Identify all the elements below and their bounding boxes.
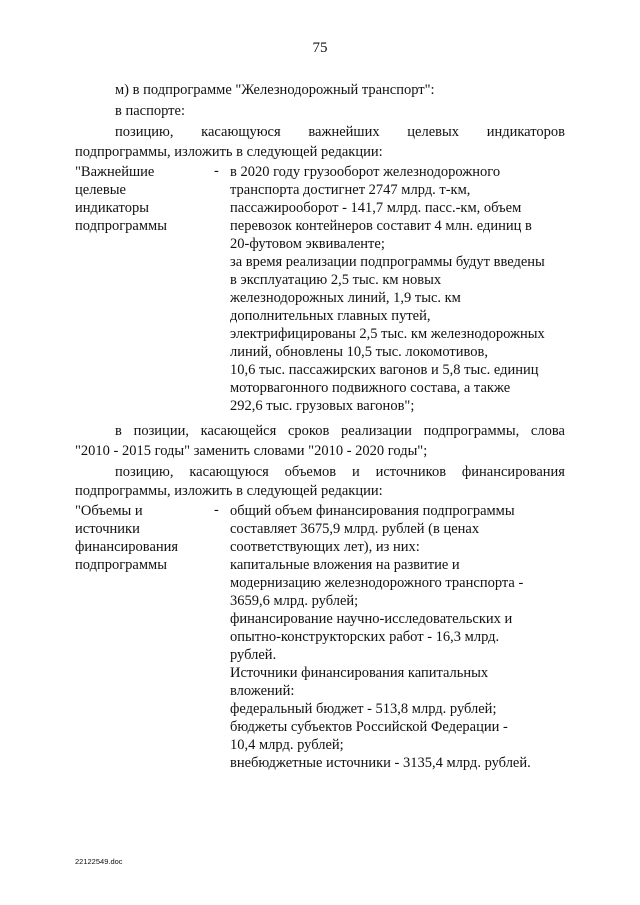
word: источников (375, 464, 447, 480)
intro-line-3 (115, 124, 565, 141)
intro-line-4: подпрограммы, изложить в следующей редакции: (75, 144, 383, 160)
label-line: подпрограммы (75, 557, 167, 573)
indicators-value (230, 163, 570, 415)
value-line: вложений: (230, 683, 295, 699)
word: касающейся (200, 423, 277, 439)
word: позиции, (133, 423, 189, 439)
footer-filename: 22122549.doc (75, 857, 123, 866)
word: целевых (407, 124, 460, 140)
word: реализации (341, 423, 412, 439)
value-line: в 2020 году грузооборот железнодорожного (230, 164, 501, 180)
value-line: линий, обновлены 10,5 тыс. локомотивов, (230, 344, 488, 360)
value-line: рублей. (230, 647, 277, 663)
value-line: перевозок контейнеров составит 4 млн. единиц в (230, 218, 532, 234)
intro-line-1: м) в подпрограмме "Железнодорожный транспорт": (115, 82, 435, 98)
value-line: в эксплуатацию 2,5 тыс. км новых (230, 272, 442, 288)
word: и (352, 464, 360, 480)
label-line: финансирования (75, 539, 179, 555)
value-line: пассажирооборот - 141,7 млрд. пасс.-км, объем (230, 200, 522, 216)
value-line: 3659,6 млрд. рублей; (230, 593, 359, 609)
indicators-label (75, 163, 210, 235)
label-line: индикаторы (75, 200, 149, 216)
label-line: целевые (75, 182, 126, 198)
word: касающуюся (189, 464, 269, 480)
value-line: опытно-конструкторских работ - 16,3 млрд. (230, 629, 500, 645)
page-number: 75 (312, 40, 328, 56)
value-line: Источники финансирования капитальных (230, 665, 489, 681)
value-line: бюджеты субъектов Российской Федерации - (230, 719, 508, 735)
value-line: внебюджетные источники - 3135,4 млрд. рублей. (230, 755, 531, 771)
word: индикаторов (486, 124, 565, 140)
value-line: капитальные вложения на развитие и (230, 557, 460, 573)
word: сроков (287, 423, 330, 439)
middle-line-4: подпрограммы, изложить в следующей редакции: (75, 483, 383, 499)
label-line: "Важнейшие (75, 164, 155, 180)
dash-separator: - (214, 502, 219, 518)
value-line: 20-футовом эквиваленте; (230, 236, 385, 252)
label-line: источники (75, 521, 140, 537)
word: в (115, 423, 122, 439)
word: слова (530, 423, 565, 439)
middle-line-3 (115, 464, 565, 481)
value-line: железнодорожных линий, 1,9 тыс. км (230, 290, 461, 306)
label-line: "Объемы и (75, 503, 143, 519)
label-line: подпрограммы (75, 218, 167, 234)
value-line: моторвагонного подвижного состава, а также (230, 380, 511, 396)
middle-line-2: "2010 - 2015 годы" заменить словами "2010 - 2020 годы"; (75, 443, 428, 459)
middle-line-1 (115, 423, 565, 440)
dash-separator: - (214, 163, 219, 179)
value-line: электрифицированы 2,5 тыс. км железнодорожных (230, 326, 545, 342)
value-line: финансирование научно-исследовательских и (230, 611, 513, 627)
value-line: 10,4 млрд. рублей; (230, 737, 344, 753)
value-line: общий объем финансирования подпрограммы (230, 503, 515, 519)
word: подпрограммы, (423, 423, 520, 439)
word: финансирования (461, 464, 565, 480)
value-line: модернизацию железнодорожного транспорта - (230, 575, 524, 591)
word: позицию, (115, 464, 174, 480)
value-line: транспорта достигнет 2747 млрд. т-км, (230, 182, 471, 198)
word: позицию, (115, 124, 174, 140)
value-line: 10,6 тыс. пассажирских вагонов и 5,8 тыс. единиц (230, 362, 539, 378)
word: важнейших (308, 124, 380, 140)
value-line: дополнительных главных путей, (230, 308, 431, 324)
value-line: соответствующих лет), из них: (230, 539, 420, 555)
value-line: федеральный бюджет - 513,8 млрд. рублей; (230, 701, 497, 717)
word: касающуюся (201, 124, 281, 140)
financing-label (75, 502, 210, 574)
value-line: составляет 3675,9 млрд. рублей (в ценах (230, 521, 480, 537)
value-line: 292,6 тыс. грузовых вагонов"; (230, 398, 415, 414)
financing-value (230, 502, 570, 772)
intro-line-2: в паспорте: (115, 103, 185, 119)
value-line: за время реализации подпрограммы будут введены (230, 254, 545, 270)
word: объемов (284, 464, 337, 480)
